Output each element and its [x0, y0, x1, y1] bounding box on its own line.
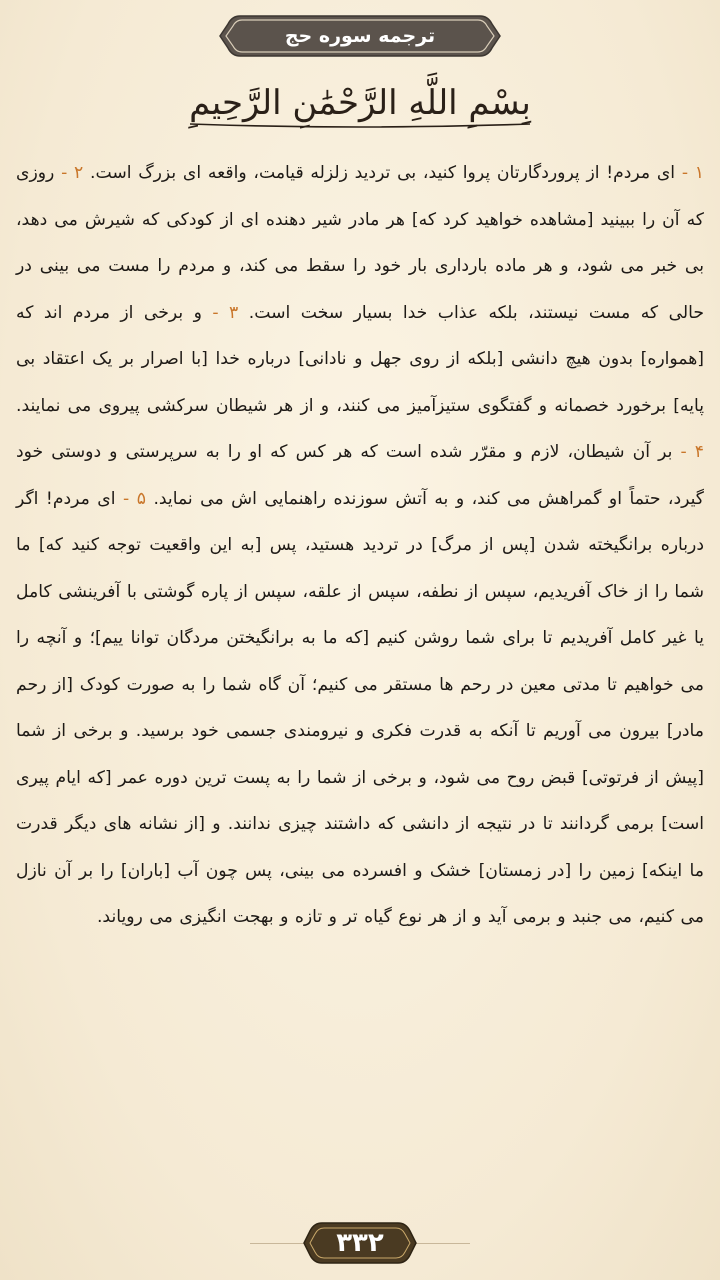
verse-number: ۵ -: [115, 488, 146, 509]
verse-text: ای مردم! اگر درباره برانگیخته شدن [پس از مرگ] در تردید هستید، پس [به این واقعیت توجه کنید که] ما شما را از خاک آفریدیم، سپس از نطفه، سپس از علقه، سپس از پاره گوشتی با آفرینشی کامل یا غیر کامل آفریدیم تا برای شما روشن کنیم [که ما به برانگیختن مردگان توانا ییم]؛ و آنچه را می خواهیم تا مدتی معین در رحم ها مستقر می کنیم؛ آن گاه شما را به صورت کودک [از رحم مادر] بیرون می آوریم تا آنکه به قدرت فکری و نیرومندی جسمی خود برسید. و برخی از شما [پیش از فرتوتی] قبض روح می شود، و برخی از شما را به پست ترین دوره عمر [که ایام پیری است] برمی گردانند تا در نتیجه از دانشی که داشتند چیزی ندانند. و [از نشانه های دیگر قدرت ما اینکه] زمین را [در زمستان] خشک و افسرده می بینی، پس چون آب [باران] را بر آن نازل می کنیم، می جنبد و برمی آید و از هر نوع گیاه تر و تازه و بهجت انگیزی می رویاند.: [16, 488, 704, 927]
verse-text: ای مردم! از پروردگارتان پروا کنید، بی تردید زلزله قیامت، واقعه ای بزرگ است.: [83, 163, 676, 183]
verse-number: ۳ -: [201, 302, 239, 323]
basmala: بِسْمِ اللَّهِ الرَّحْمَٰنِ الرَّحِيمِ: [189, 83, 531, 123]
verse-text: بر آن شیطان، لازم و مقرّر شده است که هر کس که او را به سرپرستی و دوستی خود گیرد، حتماً او گمراهش می کند، و به آتش سوزنده راهنمایی اش می نماید.: [16, 442, 704, 509]
surah-title-banner: [218, 14, 502, 58]
page-number-badge: [302, 1219, 418, 1267]
verse-number: ۲ -: [54, 163, 84, 183]
surah-title: ترجمه سوره حج: [284, 25, 436, 47]
verse-number: ۴ -: [672, 442, 704, 462]
page-number: ۳۳۲: [336, 1228, 384, 1258]
verse-text: و برخی از مردم اند که [همواره] بدون هیچ دانشی [بلکه از روی جهل و نادانی] درباره خدا [با اصرار بر یک اعتقاد بی پایه] برخورد خصمانه و گفتگوی ستیزآمیز می کنند، و از هر شیطان سرکشی پیروی می نمایند.: [16, 302, 704, 416]
verse-number: ۱ -: [675, 163, 704, 183]
translation-text: [16, 150, 704, 941]
basmala-flourish: [190, 118, 530, 128]
verse-text: روزی که آن را ببینید [مشاهده خواهید کرد که] هر مادر شیر دهنده ای از کودکی که شیرش می دهد، بی خبر می شود، و هر ماده بارداری بار خود را سقط می کند، و مردم را مست می بینی در حالی که مست نیستند، بلکه عذاب خدا بسیار سخت است.: [16, 163, 704, 323]
